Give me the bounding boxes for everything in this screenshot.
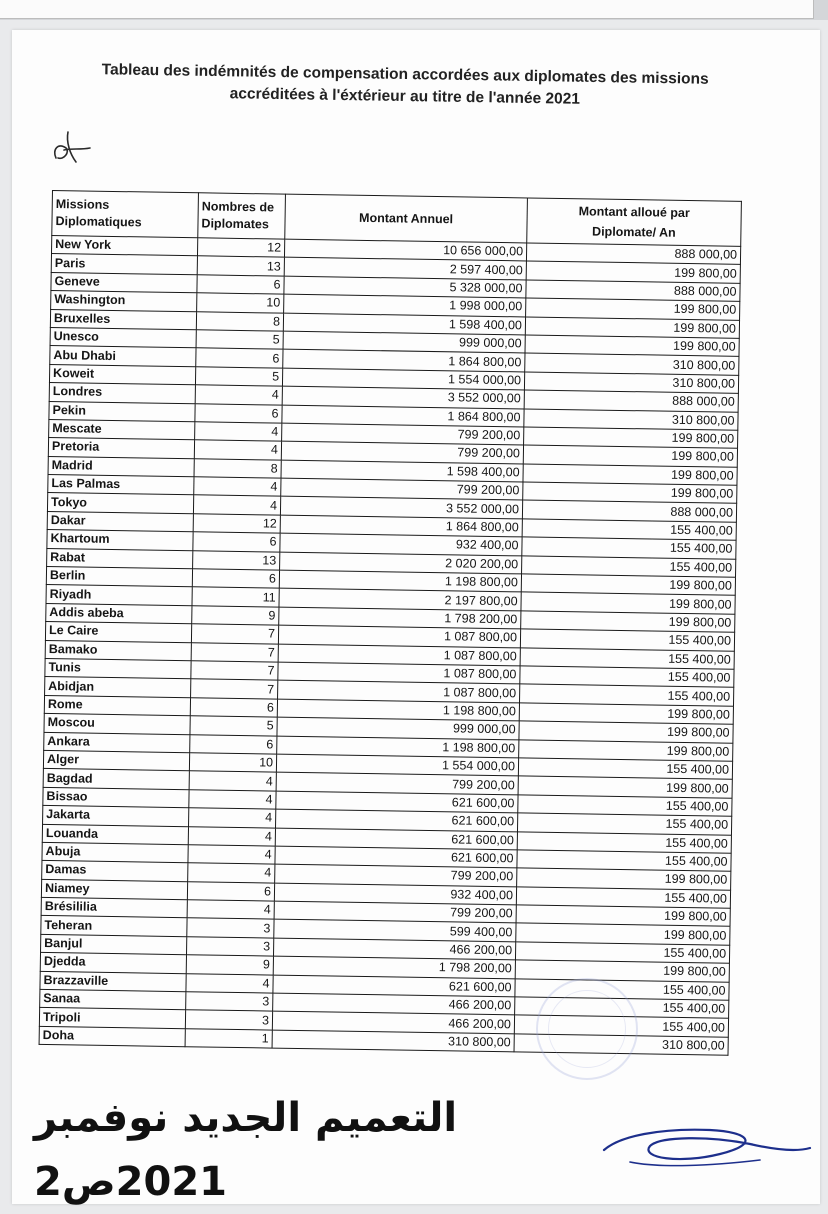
cell-per-diplomat: 155 400,00 [517, 850, 731, 872]
cell-per-diplomat: 199 800,00 [526, 261, 740, 283]
cell-count: 5 [196, 330, 283, 350]
cell-mission: Brazzaville [40, 971, 186, 992]
cell-mission: Moscou [44, 714, 190, 735]
cell-per-diplomat: 155 400,00 [517, 813, 731, 835]
cell-annual: 599 400,00 [274, 920, 516, 942]
cell-annual: 1 198 800,00 [277, 699, 519, 721]
cell-count: 7 [191, 679, 278, 699]
cell-per-diplomat: 888 000,00 [524, 390, 738, 412]
cell-annual: 10 656 000,00 [284, 239, 526, 261]
cell-count: 4 [189, 808, 276, 828]
footer-caption: التعميم الجديد نوفمبر 2021ص2 [34, 1095, 458, 1205]
cell-count: 6 [193, 532, 280, 552]
cell-mission: Louanda [42, 824, 188, 845]
cell-per-diplomat: 888 000,00 [522, 500, 736, 522]
cell-annual: 1 087 800,00 [278, 680, 520, 702]
cell-mission: Bruxelles [50, 309, 196, 330]
cell-annual: 1 198 800,00 [279, 570, 521, 592]
cell-annual: 799 200,00 [274, 901, 516, 923]
cell-count: 6 [190, 734, 277, 754]
title-line-1: Tableau des indémnités de compensation accordées aux diplomates des missions [101, 61, 709, 88]
previous-page-sheet [0, 0, 814, 19]
cell-annual: 3 552 000,00 [280, 497, 522, 519]
cell-annual: 1 198 800,00 [277, 736, 519, 758]
cell-count: 4 [189, 789, 276, 809]
cell-count: 7 [191, 661, 278, 681]
cell-annual: 1 798 200,00 [279, 607, 521, 629]
cell-annual: 2 197 800,00 [279, 589, 521, 611]
cell-mission: Le Caire [45, 622, 191, 643]
cell-mission: Bagdad [43, 769, 189, 790]
cell-per-diplomat: 199 800,00 [525, 335, 739, 357]
cell-mission: Abu Dhabi [50, 346, 196, 367]
header-count-line2: Diplomates [201, 216, 269, 232]
cell-count: 4 [195, 422, 282, 442]
cell-mission: Mescate [49, 419, 195, 440]
cell-count: 7 [191, 642, 278, 662]
cell-count: 8 [196, 311, 283, 331]
cell-annual: 621 600,00 [276, 809, 518, 831]
cell-count: 6 [192, 569, 279, 589]
cell-annual: 1 598 400,00 [281, 460, 523, 482]
cell-mission: Doha [39, 1026, 185, 1047]
cell-per-diplomat: 155 400,00 [520, 684, 734, 706]
cell-annual: 310 800,00 [272, 1030, 514, 1052]
cell-mission: Rome [44, 695, 190, 716]
cell-count: 3 [187, 937, 274, 957]
cell-per-diplomat: 199 800,00 [519, 721, 733, 743]
cell-per-diplomat: 155 400,00 [522, 556, 736, 578]
cell-per-diplomat: 888 000,00 [526, 280, 740, 302]
cell-mission: Tokyo [47, 493, 193, 514]
cell-mission: Washington [51, 291, 197, 312]
cell-count: 10 [189, 753, 276, 773]
cell-count: 4 [188, 826, 275, 846]
cell-per-diplomat: 155 400,00 [520, 629, 734, 651]
cell-per-diplomat: 310 800,00 [525, 353, 739, 375]
cell-per-diplomat: 199 800,00 [521, 611, 735, 633]
cell-per-diplomat: 199 800,00 [519, 739, 733, 761]
cell-mission: Dakar [47, 511, 193, 532]
header-missions-line1: Missions [55, 197, 110, 212]
cell-count: 6 [190, 698, 277, 718]
cell-per-diplomat: 155 400,00 [515, 942, 729, 964]
cell-count: 6 [195, 403, 282, 423]
cell-annual: 5 328 000,00 [284, 276, 526, 298]
cell-per-diplomat: 199 800,00 [523, 482, 737, 504]
cell-annual: 621 600,00 [273, 975, 515, 997]
cell-mission: Berlin [46, 566, 192, 587]
header-missions [52, 191, 199, 238]
cell-annual: 799 200,00 [281, 441, 523, 463]
cell-mission: Paris [51, 254, 197, 275]
cell-per-diplomat: 155 400,00 [514, 1015, 728, 1037]
cell-count: 5 [195, 367, 282, 387]
cell-per-diplomat: 199 800,00 [523, 445, 737, 467]
indemnities-table [39, 190, 742, 1056]
cell-mission: Addis abeba [46, 603, 192, 624]
cell-annual: 799 200,00 [282, 423, 524, 445]
cell-per-diplomat: 199 800,00 [521, 574, 735, 596]
cell-annual: 466 200,00 [272, 1011, 514, 1033]
cell-mission: Pekin [49, 401, 195, 422]
cell-mission: Damas [42, 861, 188, 882]
header-missions-line2: Diplomatiques [55, 214, 142, 230]
cell-mission: Sanaa [40, 989, 186, 1010]
cell-mission: Tunis [45, 658, 191, 679]
cell-per-diplomat: 155 400,00 [520, 648, 734, 670]
header-per-line2: Diplomate/ An [592, 224, 676, 240]
cell-mission: Brésililia [41, 897, 187, 918]
cell-per-diplomat: 310 800,00 [514, 1034, 728, 1056]
cell-annual: 1 554 000,00 [282, 368, 524, 390]
cell-mission: Bamako [45, 640, 191, 661]
signature-icon [600, 1110, 814, 1180]
cell-mission: Koweit [49, 364, 195, 385]
cell-count: 13 [193, 550, 280, 570]
cell-mission: Las Palmas [48, 475, 194, 496]
cell-count: 12 [193, 514, 280, 534]
cell-per-diplomat: 310 800,00 [524, 372, 738, 394]
cell-count: 10 [197, 293, 284, 313]
previous-page-edge [0, 0, 828, 20]
cell-annual: 1 998 000,00 [284, 294, 526, 316]
cell-mission: Riyadh [46, 585, 192, 606]
table-body [39, 236, 741, 1056]
cell-count: 4 [194, 477, 281, 497]
cell-count: 4 [186, 973, 273, 993]
cell-annual: 999 000,00 [277, 717, 519, 739]
cell-annual: 621 600,00 [276, 791, 518, 813]
cell-mission: Teheran [41, 916, 187, 937]
cell-count: 4 [194, 440, 281, 460]
cell-annual: 799 200,00 [281, 478, 523, 500]
cell-count: 3 [185, 1010, 272, 1030]
cell-annual: 3 552 000,00 [282, 386, 524, 408]
cell-annual: 1 087 800,00 [278, 625, 520, 647]
header-per-line1: Montant alloué par [578, 204, 690, 221]
cell-per-diplomat: 155 400,00 [518, 795, 732, 817]
cell-mission: Madrid [48, 456, 194, 477]
cell-count: 1 [185, 1028, 272, 1048]
cell-per-diplomat: 155 400,00 [515, 978, 729, 1000]
cell-per-diplomat: 199 800,00 [516, 905, 730, 927]
cell-annual: 621 600,00 [275, 828, 517, 850]
cell-annual: 2 597 400,00 [284, 258, 526, 280]
cell-count: 6 [196, 348, 283, 368]
cell-mission: New York [51, 236, 197, 257]
cell-per-diplomat: 155 400,00 [522, 537, 736, 559]
cell-count: 12 [197, 238, 284, 258]
cell-count: 13 [197, 256, 284, 276]
cell-annual: 621 600,00 [275, 846, 517, 868]
cell-per-diplomat: 155 400,00 [518, 758, 732, 780]
cell-mission: Londres [49, 383, 195, 404]
cell-per-diplomat: 199 800,00 [526, 298, 740, 320]
cell-count: 4 [193, 495, 280, 515]
cell-annual: 466 200,00 [273, 938, 515, 960]
cell-annual: 1 864 800,00 [280, 515, 522, 537]
header-count [198, 193, 286, 239]
cell-count: 6 [187, 881, 274, 901]
cell-annual: 999 000,00 [283, 331, 525, 353]
cell-per-diplomat: 155 400,00 [520, 666, 734, 688]
cell-annual: 1 087 800,00 [278, 644, 520, 666]
cell-count: 3 [186, 992, 273, 1012]
cell-annual: 2 020 200,00 [280, 552, 522, 574]
header-count-line1: Nombres de [201, 199, 275, 215]
title-line-2: accréditées à l'éxtérieur au titre de l'année 2021 [229, 85, 581, 108]
cell-count: 9 [192, 606, 279, 626]
cell-per-diplomat: 199 800,00 [523, 464, 737, 486]
cell-per-diplomat: 155 400,00 [517, 831, 731, 853]
cell-mission: Khartoum [47, 530, 193, 551]
cell-per-diplomat: 155 400,00 [515, 997, 729, 1019]
cell-count: 6 [197, 275, 284, 295]
cell-count: 8 [194, 458, 281, 478]
cell-mission: Djedda [40, 953, 186, 974]
header-per-diplomat [527, 198, 742, 246]
cell-per-diplomat: 155 400,00 [516, 887, 730, 909]
cell-mission: Bissao [43, 787, 189, 808]
cell-per-diplomat: 310 800,00 [524, 408, 738, 430]
cell-per-diplomat: 888 000,00 [526, 243, 740, 265]
cell-annual: 1 598 400,00 [283, 313, 525, 335]
cell-count: 4 [188, 863, 275, 883]
cell-mission: Abuja [42, 842, 188, 863]
official-stamp-icon [536, 978, 638, 1080]
cell-per-diplomat: 199 800,00 [525, 317, 739, 339]
cell-per-diplomat: 199 800,00 [521, 592, 735, 614]
cell-mission: Geneve [51, 272, 197, 293]
cell-per-diplomat: 199 800,00 [524, 427, 738, 449]
cell-count: 9 [186, 955, 273, 975]
handwritten-initials-icon [46, 128, 96, 170]
cell-per-diplomat: 199 800,00 [515, 960, 729, 982]
cell-mission: Niamey [41, 879, 187, 900]
cell-annual: 932 400,00 [274, 883, 516, 905]
cell-annual: 1 554 000,00 [276, 754, 518, 776]
cell-count: 4 [188, 845, 275, 865]
cell-annual: 799 200,00 [275, 864, 517, 886]
cell-mission: Abidjan [45, 677, 191, 698]
cell-count: 11 [192, 587, 279, 607]
cell-count: 5 [190, 716, 277, 736]
header-annual: Montant Annuel [285, 194, 528, 243]
cell-annual: 932 400,00 [280, 533, 522, 555]
cell-mission: Banjul [41, 934, 187, 955]
cell-count: 4 [189, 771, 276, 791]
cell-count: 3 [187, 918, 274, 938]
cell-annual: 1 087 800,00 [278, 662, 520, 684]
cell-annual: 1 864 800,00 [283, 349, 525, 371]
cell-per-diplomat: 199 800,00 [516, 923, 730, 945]
cell-annual: 1 798 200,00 [273, 956, 515, 978]
cell-count: 4 [187, 900, 274, 920]
cell-per-diplomat: 199 800,00 [519, 703, 733, 725]
cell-mission: Unesco [50, 327, 196, 348]
cell-mission: Pretoria [48, 438, 194, 459]
cell-mission: Rabat [47, 548, 193, 569]
cell-mission: Tripoli [39, 1008, 185, 1029]
cell-per-diplomat: 199 800,00 [518, 776, 732, 798]
cell-mission: Alger [43, 750, 189, 771]
cell-count: 7 [191, 624, 278, 644]
cell-annual: 466 200,00 [273, 993, 515, 1015]
cell-annual: 799 200,00 [276, 772, 518, 794]
cell-per-diplomat: 155 400,00 [522, 519, 736, 541]
cell-mission: Ankara [44, 732, 190, 753]
cell-annual: 1 864 800,00 [282, 405, 524, 427]
cell-count: 4 [195, 385, 282, 405]
cell-mission: Jakarta [43, 806, 189, 827]
cell-per-diplomat: 199 800,00 [517, 868, 731, 890]
